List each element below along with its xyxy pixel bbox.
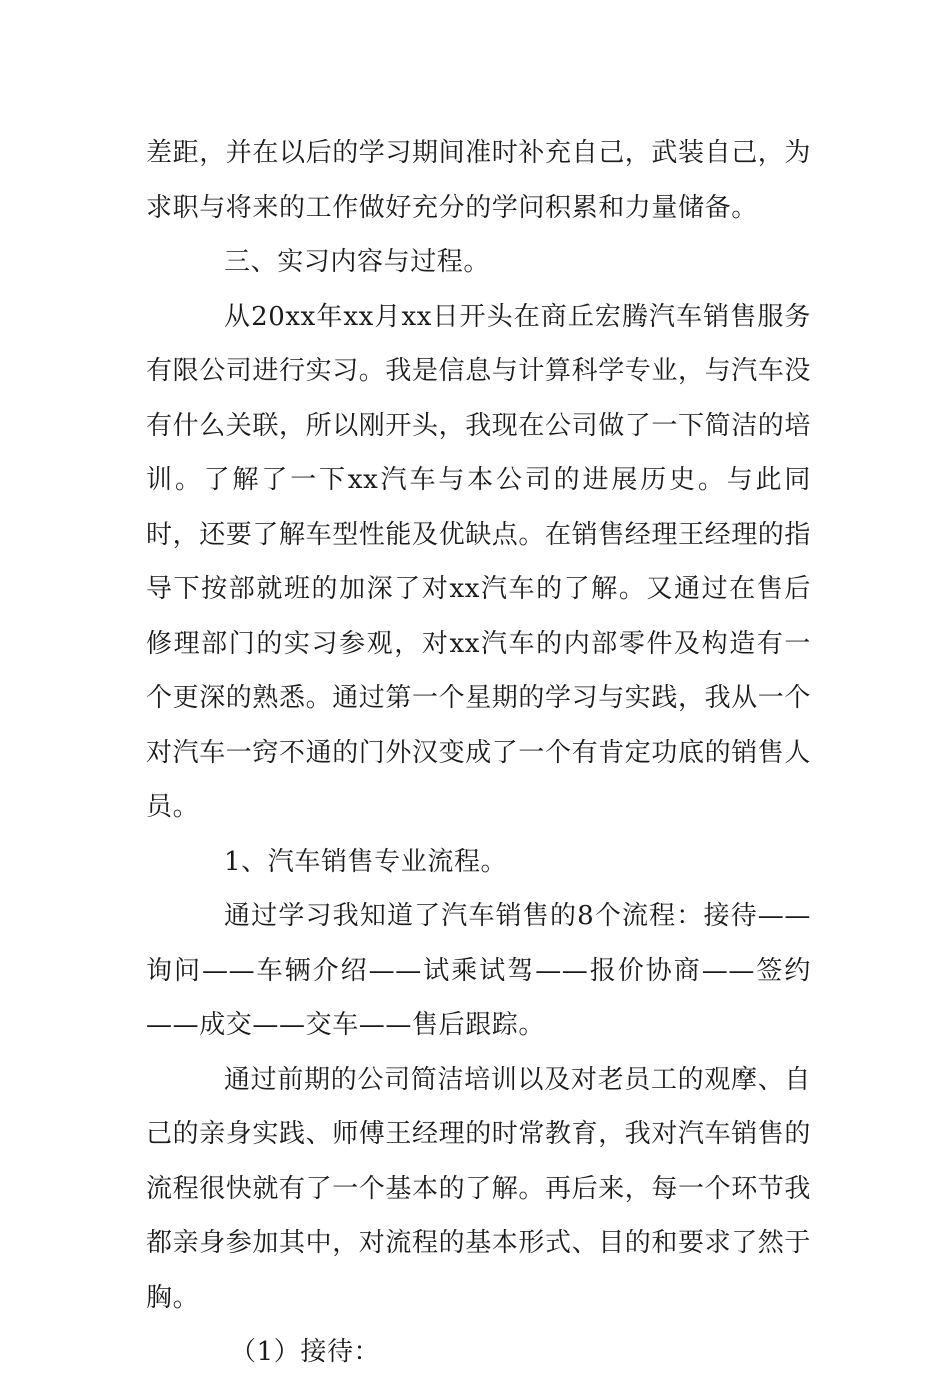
paragraph-sales-process: 通过学习我知道了汽车销售的8个流程：接待——询问——车辆介绍——试乘试驾——报价协商——签约——成交——交车——售后跟踪。: [146, 901, 811, 1040]
section-heading-3: 三、实习内容与过程。: [224, 247, 491, 277]
paragraph-internship-intro: 从20xx年xx月xx日开头在商丘宏腾汽车销售服务有限公司进行实习。我是信息与计算科学专业，与汽车没有什么关联，所以刚开头，我现在公司做了一下简洁的培训。了解了一下xx汽车与本公司的进展历史。与此同时，还要了解车型性能及优缺点。在销售经理王经理的指导下按部就班的加深了对xx汽车的了解。又通过在售后修理部门的实习参观，对xx汽车的内部零件及构造有一个更深的熟悉。通过第一个星期的学习与实践，我从一个对汽车一窍不通的门外汉变成了一个有肯定功底的销售人员。: [146, 301, 812, 822]
paragraph-continuation: 差距，并在以后的学习期间准时补充自己，武装自己，为求职与将来的工作做好充分的学问积累和力量储备。: [146, 138, 812, 223]
subsection-heading-reception: （1）接待：: [230, 1337, 381, 1367]
subsection-heading-1: 1、汽车销售专业流程。: [224, 846, 508, 877]
paragraph-training: 通过前期的公司简洁培训以及对老员工的观摩、自己的亲身实践、师傅王经理的时常教育，我对汽车销售的流程很快就有了一个基本的了解。再后来，每一个环节我都亲身参加其中，对流程的基本形式、目的和要求了然于胸。: [146, 1064, 812, 1313]
document-body: [146, 126, 811, 1380]
